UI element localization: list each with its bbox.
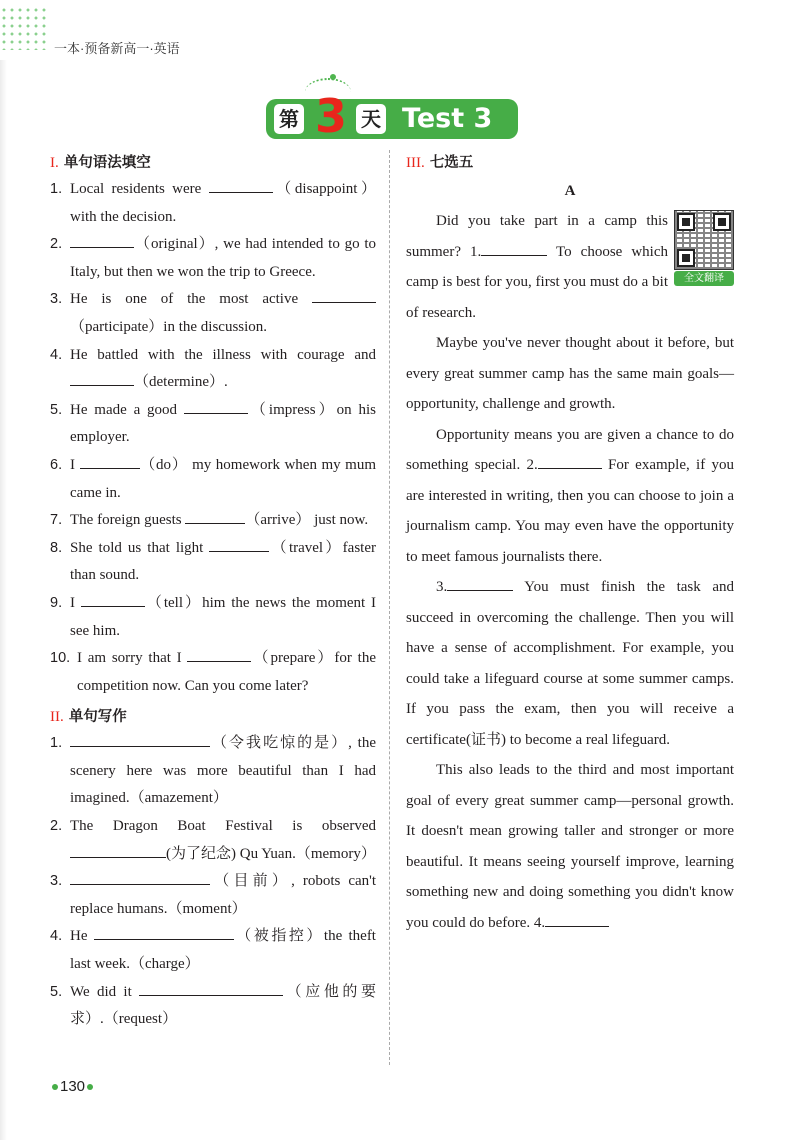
question-text: I （do） my homework when my mum came in. [70, 452, 376, 507]
question-item [50, 979, 376, 1034]
question-text: Local residents were （disappoint） with the decision. [70, 176, 376, 231]
column-divider [389, 150, 390, 1065]
day-number: 3 [314, 89, 347, 143]
question-text: The foreign guests （arrive） just now. [70, 507, 376, 535]
question-item [50, 590, 376, 645]
answer-blank[interactable] [70, 233, 134, 248]
answer-blank[interactable] [94, 925, 234, 940]
answer-blank[interactable] [209, 178, 273, 193]
question-text: I （tell）him the news the moment I see him. [70, 590, 376, 645]
answer-blank[interactable] [70, 870, 210, 885]
question-text: I am sorry that I （prepare）for the competition now. Can you come later? [77, 645, 376, 700]
test-label: Test 3 [402, 103, 493, 134]
series-title: 一本·预备新高一·英语 [54, 41, 180, 56]
answer-blank[interactable] [139, 981, 283, 996]
corner-dots-decoration [0, 6, 50, 50]
p3-before: Opportunity means you are given a chance to do something special. 2. [406, 426, 734, 473]
question-text: （令我吃惊的是）, the scenery here was more beautiful than I had imagined.（amazement） [70, 730, 376, 813]
page-edge-shadow [0, 60, 7, 1140]
day-suffix-box: 天 [356, 104, 386, 134]
question-number: 10. [50, 650, 71, 667]
question-item [50, 645, 376, 700]
p1-before: Did you take part in a camp this summer? 1. [406, 213, 668, 260]
qr-code-block[interactable] [674, 210, 734, 286]
section3-numeral: III. [406, 155, 425, 171]
passage-label: A [564, 183, 576, 199]
answer-blank[interactable] [70, 843, 166, 858]
section3-heading [406, 150, 734, 176]
question-number: 4. [50, 928, 63, 945]
question-item [50, 397, 376, 452]
question-text: （original）, we had intended to go to Italy, but then we won the trip to Greece. [70, 231, 376, 286]
question-item [50, 286, 376, 341]
question-item [50, 507, 376, 535]
blank-2[interactable] [538, 454, 602, 469]
question-number: 8. [50, 539, 63, 556]
question-text: We did it （应他的要求）.（request） [70, 979, 376, 1034]
paragraph-3 [406, 420, 734, 573]
question-item [50, 535, 376, 590]
section3-title: 七选五 [429, 155, 474, 171]
question-item [50, 452, 376, 507]
answer-blank[interactable] [80, 454, 140, 469]
question-number: 2. [50, 818, 63, 835]
question-text: The Dragon Boat Festival is observed (为了纪念) Qu Yuan.（memory） [70, 818, 376, 862]
qr-label: 全文翻译 [674, 271, 734, 286]
question-number: 3. [50, 873, 63, 890]
section2-heading [50, 704, 376, 730]
question-number: 6. [50, 456, 63, 473]
answer-blank[interactable] [70, 371, 134, 386]
page-number: 130 [50, 1078, 95, 1095]
answer-blank[interactable] [70, 732, 210, 747]
question-item [50, 868, 376, 923]
blank-4[interactable] [545, 912, 609, 927]
answer-blank[interactable] [185, 509, 245, 524]
question-text: He battled with the illness with courage and （determine）. [70, 346, 376, 391]
answer-blank[interactable] [184, 399, 248, 414]
question-number: 7. [50, 512, 63, 529]
answer-blank[interactable] [312, 288, 376, 303]
section1-heading [50, 150, 376, 176]
section1-title: 单句语法填空 [63, 155, 151, 171]
blank-1[interactable] [481, 241, 547, 256]
section2-items [50, 730, 376, 1034]
paragraph-2: Maybe you've never thought about it before, but every great summer camp has the same main goals—opportunity, challenge and growth. [406, 335, 734, 412]
question-text: He is one of the most active （participate）in the discussion. [70, 286, 376, 341]
section1-items [50, 176, 376, 700]
left-column [50, 150, 376, 1034]
question-text: She told us that light （travel）faster than sound. [70, 535, 376, 590]
qr-code-icon[interactable] [674, 210, 734, 270]
question-number: 1. [50, 735, 63, 752]
question-item [50, 813, 376, 868]
p3-after: For example, if you are interested in writing, then you can choose to join a journalism camp. You may even have the opportunity to meet famous journalists there. [406, 457, 734, 565]
section1-numeral: I. [50, 155, 59, 171]
question-text: He made a good （impress）on his employer. [70, 397, 376, 452]
question-item [50, 730, 376, 813]
question-number: 5. [50, 983, 63, 1000]
day-prefix-box: 第 [274, 104, 304, 134]
question-text: He （被指控）the theft last week.（charge） [70, 923, 376, 978]
question-number: 4. [50, 346, 63, 363]
question-number: 9. [50, 594, 63, 611]
right-column [406, 150, 734, 938]
question-number: 2. [50, 236, 63, 253]
answer-blank[interactable] [209, 537, 269, 552]
question-item [50, 176, 376, 231]
question-item [50, 342, 376, 397]
question-item [50, 231, 376, 286]
p4-before: 3. [436, 579, 448, 595]
section2-title: 单句写作 [68, 709, 127, 726]
answer-blank[interactable] [187, 647, 251, 662]
paragraph-5 [406, 755, 734, 938]
paragraph-4 [406, 572, 734, 755]
blank-3[interactable] [447, 576, 513, 591]
banner-dot-decoration [330, 74, 336, 80]
question-number: 3. [50, 291, 63, 308]
section2-numeral: II. [50, 709, 64, 726]
question-number: 1. [50, 181, 63, 197]
answer-blank[interactable] [81, 592, 145, 607]
question-item [50, 923, 376, 978]
question-text: （目前）, robots can't replace humans.（moment） [70, 868, 376, 923]
p5-before: This also leads to the third and most important goal of every great summer camp—personal growth. It doesn't mean growing taller and stronger or more beautiful. It means seeing yourself improve, learning something new and doing something you didn't know you could do before. 4. [406, 762, 734, 931]
p4-after: You must finish the task and succeed in overcoming the challenge. Then you will have a sense of accomplishment. For example, you could take a lifeguard course at some summer camps. If you pass the exam, then you will receive a certificate(证书) to become a real lifeguard. [406, 579, 734, 748]
p1-after: To choose which camp is best for you, first you must do a bit of research. [406, 243, 669, 321]
question-number: 5. [50, 401, 63, 418]
